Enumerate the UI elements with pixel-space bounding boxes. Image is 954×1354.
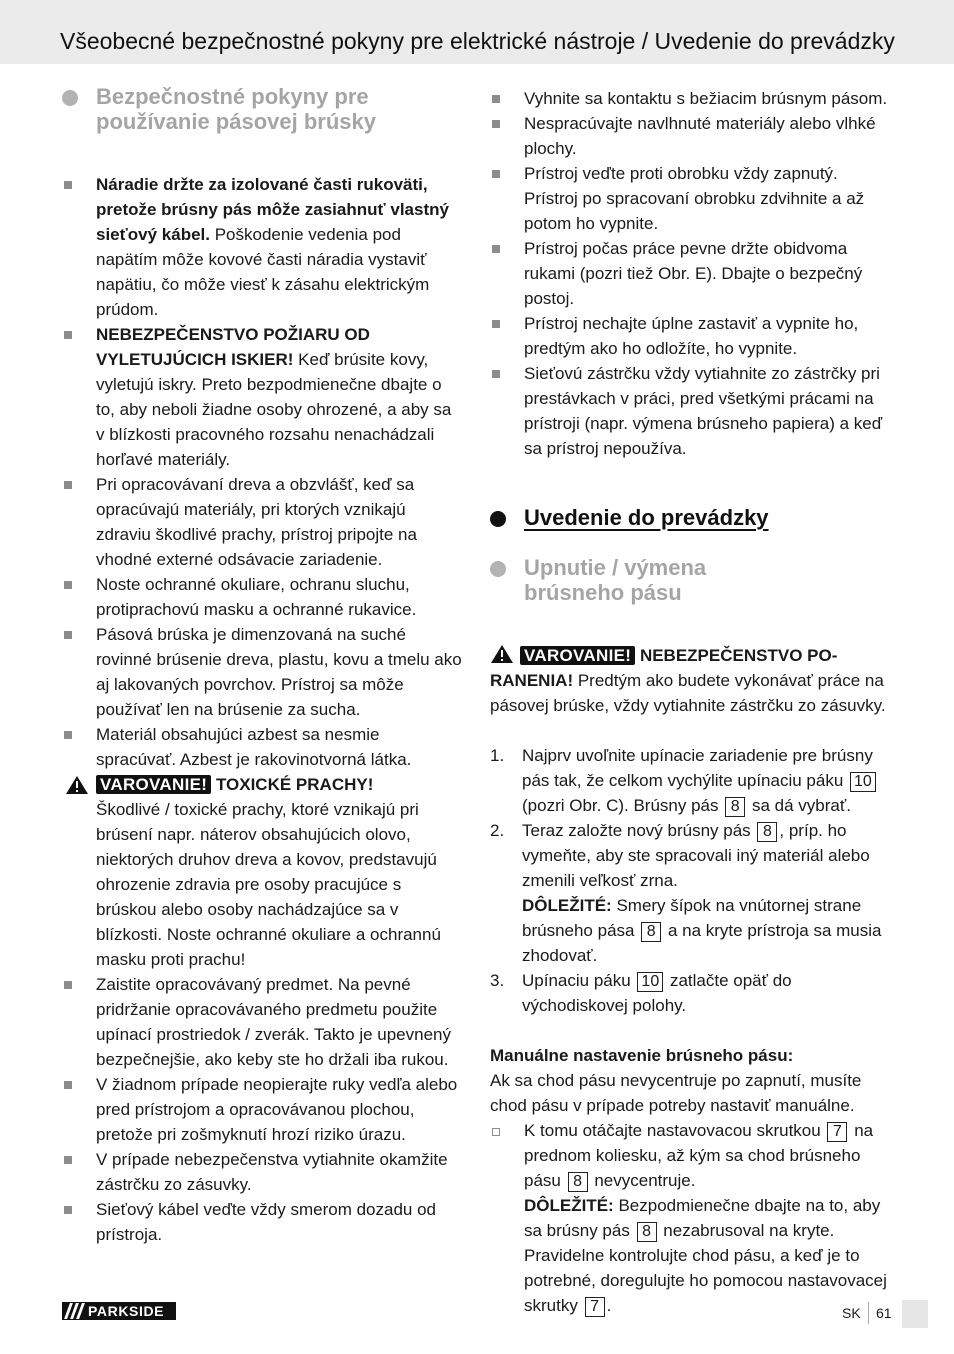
section-belt-change-heading	[490, 555, 892, 605]
page-header	[0, 0, 954, 64]
manual-adjust-heading	[490, 1043, 892, 1068]
part-ref: 10	[850, 772, 876, 792]
brand-name: PARKSIDE	[88, 1303, 165, 1319]
footer-divider	[868, 1302, 869, 1324]
item-text: K tomu otáčajte nastavovacou skrutkou	[524, 1121, 821, 1140]
page-title: Všeobecné bezpečnostné pokyny pre elektrické nástroje / Uvedenie do prevádzky	[60, 28, 895, 54]
list-item	[490, 161, 892, 236]
important-label: DÔLEŽITÉ:	[522, 896, 612, 915]
warning-injury	[490, 643, 892, 718]
step-text: Upínaciu páku	[522, 971, 631, 990]
item-text: nevycentruje.	[589, 1171, 696, 1190]
section-title: Uvedenie do prevádzky	[524, 505, 769, 530]
bullet-dot-icon	[490, 561, 506, 577]
item-text: V prípade nebezpečenstva vytiahnite okamžite zástrčku zo zásuvky.	[96, 1150, 448, 1194]
item-text: Prístroj počas práce pevne držte obidvoma rukami (pozri tiež Obr. E). Dbajte o bezpečný postoj.	[524, 239, 863, 308]
item-text: Prístroj veďte proti obrobku vždy zapnutý. Prístroj po spracovaní obrobku zdvihnite a až potom ho vypnite.	[524, 164, 865, 233]
item-bold-text: Náradie držte za izolované časti rukoväti, pretože brúsny pás môže zasiahnuť vlastný sieťový kábel.	[96, 175, 449, 244]
list-item	[62, 572, 464, 622]
list-item	[62, 1072, 464, 1147]
hollow-square-bullet-icon	[492, 1128, 500, 1136]
item-text: Vyhnite sa kontaktu s bežiacim brúsnym pásom.	[524, 89, 888, 108]
square-bullet-icon	[64, 481, 72, 489]
square-bullet-icon	[492, 320, 500, 328]
warning-badge: VAROVANIE!	[520, 646, 635, 665]
item-text: Keď brúsite kovy, vyletujú iskry. Preto bezpodmienečne dbajte o to, aby neboli žiadne osoby ohrozené, a aby sa v blízkosti pracovného rozsahu nenachádzali horľavé materiály.	[96, 350, 452, 469]
step-text: sa dá vybrať.	[747, 796, 851, 815]
list-item	[62, 322, 464, 472]
square-bullet-icon	[64, 581, 72, 589]
square-bullet-icon	[492, 370, 500, 378]
warning-title: TOXICKÉ PRACHY!	[211, 775, 374, 794]
step-item	[490, 818, 892, 968]
bullet-dot-icon	[490, 511, 506, 527]
item-text: Poškodenie vedenia pod napätím môže kovové časti náradia vystaviť napätiu, čo môže viesť k zásahu elektrickým prúdom.	[96, 225, 430, 319]
square-bullet-icon	[492, 95, 500, 103]
square-bullet-icon	[492, 120, 500, 128]
step-number: 1.	[490, 746, 505, 765]
warning-title: NEBEZPEČENSTVO PO-	[635, 646, 838, 665]
item-text: Prístroj nechajte úplne zastaviť a vypnite ho, predtým ako ho odložíte, ho vypnite.	[524, 314, 859, 358]
part-ref: 7	[585, 1297, 605, 1317]
part-ref: 8	[568, 1172, 588, 1192]
step-text: (pozri Obr. C). Brúsny pás	[522, 796, 719, 815]
list-item	[62, 172, 464, 322]
warning-text: Predtým ako budete vykonávať práce na pásovej brúske, vždy vytiahnite zástrčku zo zásuvky.	[490, 671, 886, 715]
item-text: V žiadnom prípade neopierajte ruky vedľa alebo pred prístrojom a opracovávanou plochou, pretože pri zošmyknutí hrozí riziko úrazu.	[96, 1075, 458, 1144]
item-text: na prednom koliesku, až kým sa chod brúsneho pásu	[524, 1121, 874, 1190]
bullet-dot-icon	[62, 90, 78, 106]
item-text: Sieťovú zástrčku vždy vytiahnite zo zástrčky pri prestávkach v práci, pred všetkými prácami na prístroji (napr. výmena brúsneho papiera) a keď sa prístroj nepoužíva.	[524, 364, 883, 458]
list-item	[490, 311, 892, 361]
list-item	[62, 972, 464, 1072]
item-text: Zaistite opracovávaný predmet. Na pevné pridržanie opracovávaného predmetu použite upínací prostriedok / zverák. Takto je upevnený bezpečnejšie, ako keby ste ho držali iba rukou.	[96, 975, 451, 1069]
warning-toxic-dust	[62, 772, 464, 972]
item-text: .	[606, 1296, 612, 1315]
step-text: zatlačte opäť do východiskovej polohy.	[522, 971, 792, 1015]
section-safety-heading	[62, 84, 464, 134]
part-ref: 7	[827, 1122, 847, 1142]
square-bullet-icon	[64, 1156, 72, 1164]
warning-triangle-icon	[490, 644, 514, 664]
step-text: a na kryte prístroja sa musia zhodovať.	[522, 921, 882, 965]
item-text: Pásová brúska je dimenzovaná na suché rovinné brúsenie dreva, plastu, kovu a tmelu ako aj lakovaných povrchov. Prístroj sa môže používať len na brúsenie za sucha.	[96, 625, 462, 719]
step-text: Teraz založte nový brúsny pás	[522, 821, 751, 840]
item-text: Pri opracovávaní dreva a obzvlášť, keď sa opracúvajú materiály, pri ktorých vznikajú zdraviu škodlivé prachy, prístroj pripojte na vhodné externé odsávacie zariadenie.	[96, 475, 417, 569]
subheading: Manuálne nastavenie brúsneho pásu:	[490, 1046, 794, 1065]
language-code: SK	[842, 1305, 861, 1321]
part-ref: 10	[637, 972, 663, 992]
step-item	[490, 743, 892, 818]
step-number: 3.	[490, 971, 505, 990]
part-ref: 8	[757, 822, 777, 842]
step-number: 2.	[490, 821, 505, 840]
item-text: nezabrusoval na kryte. Pravidelne kontrolujte chod pásu, a keď je to potrebné, doregulujte ho pomocou nastavovacej skrutky	[524, 1221, 887, 1315]
list-item	[62, 622, 464, 722]
square-bullet-icon	[64, 631, 72, 639]
list-item	[62, 472, 464, 572]
square-bullet-icon	[492, 170, 500, 178]
step-item	[490, 968, 892, 1018]
list-item	[490, 111, 892, 161]
square-bullet-icon	[64, 1081, 72, 1089]
section-title: Bezpečnostné pokyny pre používanie pásovej brúsky	[96, 84, 376, 134]
list-item	[490, 1118, 892, 1318]
item-text: Sieťový kábel veďte vždy smerom dozadu od prístroja.	[96, 1200, 436, 1244]
warning-badge: VAROVANIE!	[96, 775, 211, 794]
warning-title-cont: RANENIA!	[490, 671, 574, 690]
section-startup-heading	[490, 505, 892, 530]
part-ref: 8	[641, 922, 661, 942]
right-column	[490, 86, 892, 1318]
page-tab-marker	[902, 1300, 928, 1328]
logo-stripes-icon	[62, 1302, 84, 1320]
part-ref: 8	[637, 1222, 657, 1242]
square-bullet-icon	[492, 245, 500, 253]
warning-triangle-icon	[65, 775, 89, 795]
item-text: Nespracúvajte navlhnuté materiály alebo vlhké plochy.	[524, 114, 876, 158]
item-text: Materiál obsahujúci azbest sa nesmie spracúvať. Azbest je rakovinotvorná látka.	[96, 725, 412, 769]
section-title: Upnutie / výmena brúsneho pásu	[524, 555, 707, 605]
step-text: , príp. ho vymeňte, aby ste spracovali iný materiál alebo zmenili veľkosť zrna.	[522, 821, 870, 890]
list-item	[490, 361, 892, 461]
list-item	[490, 236, 892, 311]
step-text: Najprv uvoľnite upínacie zariadenie pre brúsny pás tak, že celkom vychýlite upínaciu páku	[522, 746, 873, 790]
list-item	[490, 86, 892, 111]
step-text: Smery šípok na vnútornej strane brúsneho pása	[522, 896, 862, 940]
manual-adjust-intro: Ak sa chod pásu nevycentruje po zapnutí, musíte chod pásu v prípade potreby nastaviť manuálne.	[490, 1071, 862, 1115]
square-bullet-icon	[64, 981, 72, 989]
list-item	[62, 1197, 464, 1247]
warning-text: Škodlivé / toxické prachy, ktoré vznikajú pri brúsení napr. náterov obsahujúcich olovo, niektorých druhov dreva a kovov, predstavujú ohrozenie zdravia pre osoby pracujúce s brúskou alebo osoby nachádzajúce sa v blízkosti. Noste ochranné okuliare a ochrannú masku proti prachu!	[96, 800, 441, 969]
square-bullet-icon	[64, 181, 72, 189]
square-bullet-icon	[64, 731, 72, 739]
list-item	[62, 722, 464, 772]
left-column	[62, 84, 464, 1247]
item-text: Noste ochranné okuliare, ochranu sluchu, protiprachovú masku a ochranné rukavice.	[96, 575, 417, 619]
important-label: DÔLEŽITÉ:	[524, 1196, 614, 1215]
item-bold-text: NEBEZPEČENSTVO POŽIARU OD VYLETUJÚCICH ISKIER!	[96, 325, 370, 369]
parkside-logo	[62, 1302, 176, 1320]
item-text: Bezpodmienečne dbajte na to, aby sa brúsny pás	[524, 1196, 881, 1240]
part-ref: 8	[725, 797, 745, 817]
square-bullet-icon	[64, 331, 72, 339]
list-item	[62, 1147, 464, 1197]
page-number: 61	[876, 1305, 892, 1321]
square-bullet-icon	[64, 1206, 72, 1214]
